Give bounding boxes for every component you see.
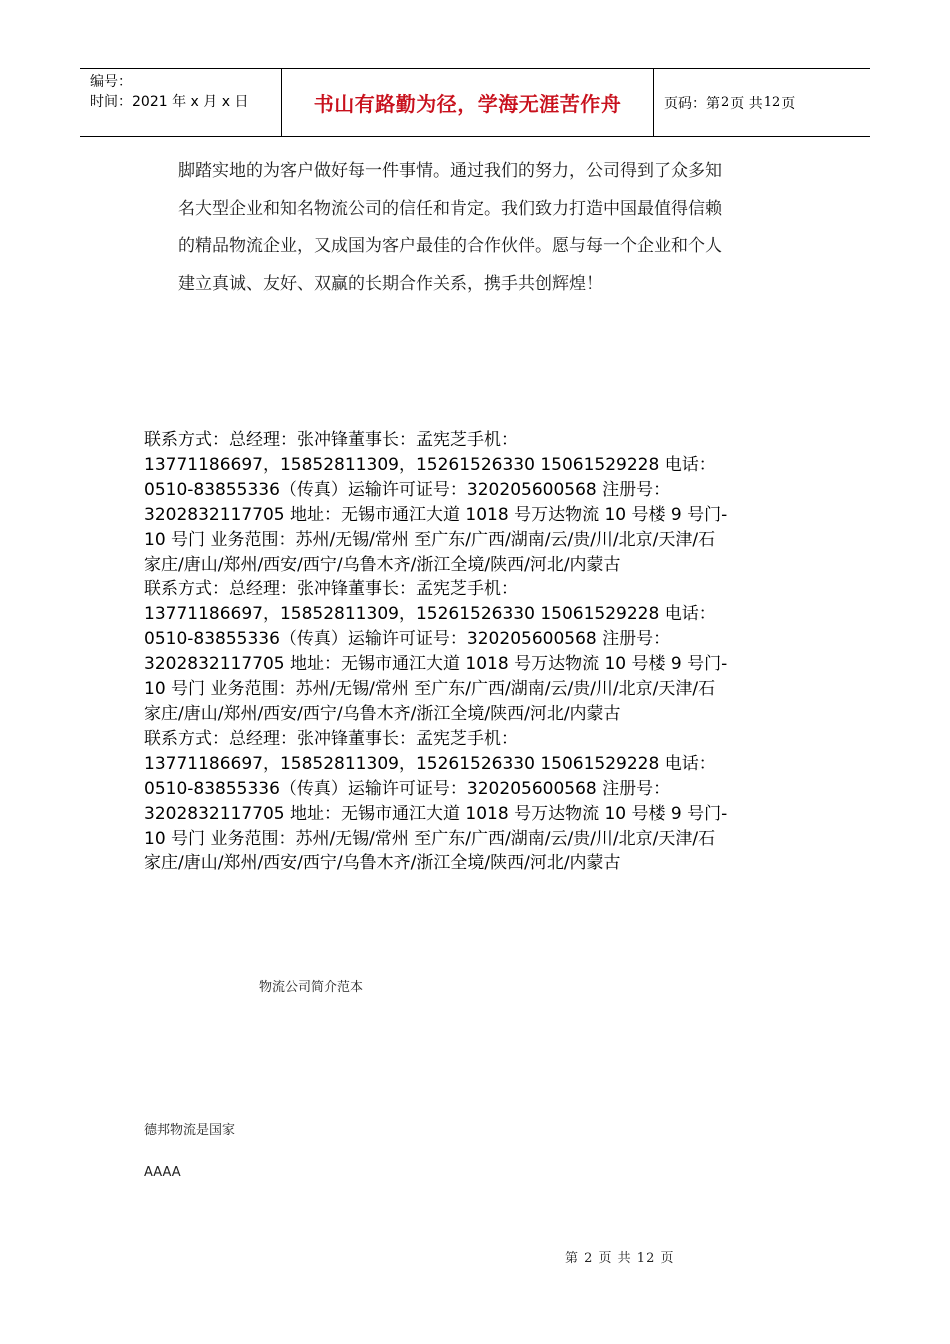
contact-block xyxy=(144,577,804,726)
sample-title: 物流公司简介范本 xyxy=(259,980,364,995)
intro-line: 名大型企业和知名物流公司的信任和肯定。我们致力打造中国最值得信赖 xyxy=(178,198,722,219)
contact-line: 13771186697，15852811309，15261526330 15061529228 电话： xyxy=(144,604,716,625)
header-motto: 书山有路勤为径，学海无涯苦作舟 xyxy=(313,92,622,116)
intro-paragraph xyxy=(178,153,798,303)
contact-line: 10 号门 业务范围：苏州/无锡/常州 至广东/广西/湖南/云/贵/川/北京/天津/石 xyxy=(144,529,716,550)
aaaa-text: AAAA xyxy=(144,1165,181,1180)
contact-line: 10 号门 业务范围：苏州/无锡/常州 至广东/广西/湖南/云/贵/川/北京/天津/石 xyxy=(144,679,716,700)
date-label: 时间：2021 年 x 月 x 日 xyxy=(90,94,249,110)
page-prefix: 页码：第 xyxy=(664,95,720,112)
contact-line: 家庄/唐山/郑州/西安/西宁/乌鲁木齐/浙江全境/陕西/河北/内蒙古 xyxy=(144,554,621,575)
contact-section xyxy=(144,428,804,876)
intro-line: 建立真诚、友好、双赢的长期合作关系，携手共创辉煌！ xyxy=(178,273,603,294)
page-suffix: 页 xyxy=(781,95,796,112)
contact-line: 联系方式：总经理：张冲锋董事长：孟宪芝手机： xyxy=(144,430,518,450)
intro-line: 脚踏实地的为客户做好每一件事情。通过我们的努力，公司得到了众多知 xyxy=(178,161,722,181)
contact-line: 家庄/唐山/郑州/西安/西宁/乌鲁木齐/浙江全境/陕西/河北/内蒙古 xyxy=(144,853,621,874)
contact-line: 13771186697，15852811309，15261526330 15061529228 电话： xyxy=(144,454,716,475)
header-motto-cell xyxy=(282,69,654,136)
page-total: 12 xyxy=(763,95,781,110)
page-header xyxy=(80,68,870,137)
header-page-info xyxy=(654,69,870,136)
serial-number-label: 编号： xyxy=(90,74,132,90)
contact-line: 3202832117705 地址：无锡市通江大道 1018 号万达物流 10 号楼 9 号门- xyxy=(144,504,728,525)
contact-line: 0510-83855336（传真）运输许可证号：320205600568 注册号： xyxy=(144,479,671,500)
contact-block xyxy=(144,428,804,577)
contact-line: 家庄/唐山/郑州/西安/西宁/乌鲁木齐/浙江全境/陕西/河北/内蒙古 xyxy=(144,703,621,724)
contact-line: 10 号门 业务范围：苏州/无锡/常州 至广东/广西/湖南/云/贵/川/北京/天津/石 xyxy=(144,828,716,849)
intro-line: 的精品物流企业，又成国为客户最佳的合作伙伴。愿与每一个企业和个人 xyxy=(178,236,722,256)
contact-line: 3202832117705 地址：无锡市通江大道 1018 号万达物流 10 号楼 9 号门- xyxy=(144,654,728,675)
debang-text: 德邦物流是国家 xyxy=(144,1123,236,1138)
page-footer: 第 2 页 共 12 页 xyxy=(565,1251,675,1266)
contact-line: 13771186697，15852811309，15261526330 15061529228 电话： xyxy=(144,753,716,774)
contact-line: 0510-83855336（传真）运输许可证号：320205600568 注册号： xyxy=(144,778,671,799)
page-current: 2 xyxy=(721,95,730,110)
page-mid: 页 共 xyxy=(730,95,763,112)
contact-line: 联系方式：总经理：张冲锋董事长：孟宪芝手机： xyxy=(144,728,518,749)
contact-line: 3202832117705 地址：无锡市通江大道 1018 号万达物流 10 号楼 9 号门- xyxy=(144,803,728,824)
contact-line: 联系方式：总经理：张冲锋董事长：孟宪芝手机： xyxy=(144,579,518,600)
header-meta xyxy=(80,69,282,136)
contact-block xyxy=(144,727,804,876)
contact-line: 0510-83855336（传真）运输许可证号：320205600568 注册号： xyxy=(144,629,671,650)
